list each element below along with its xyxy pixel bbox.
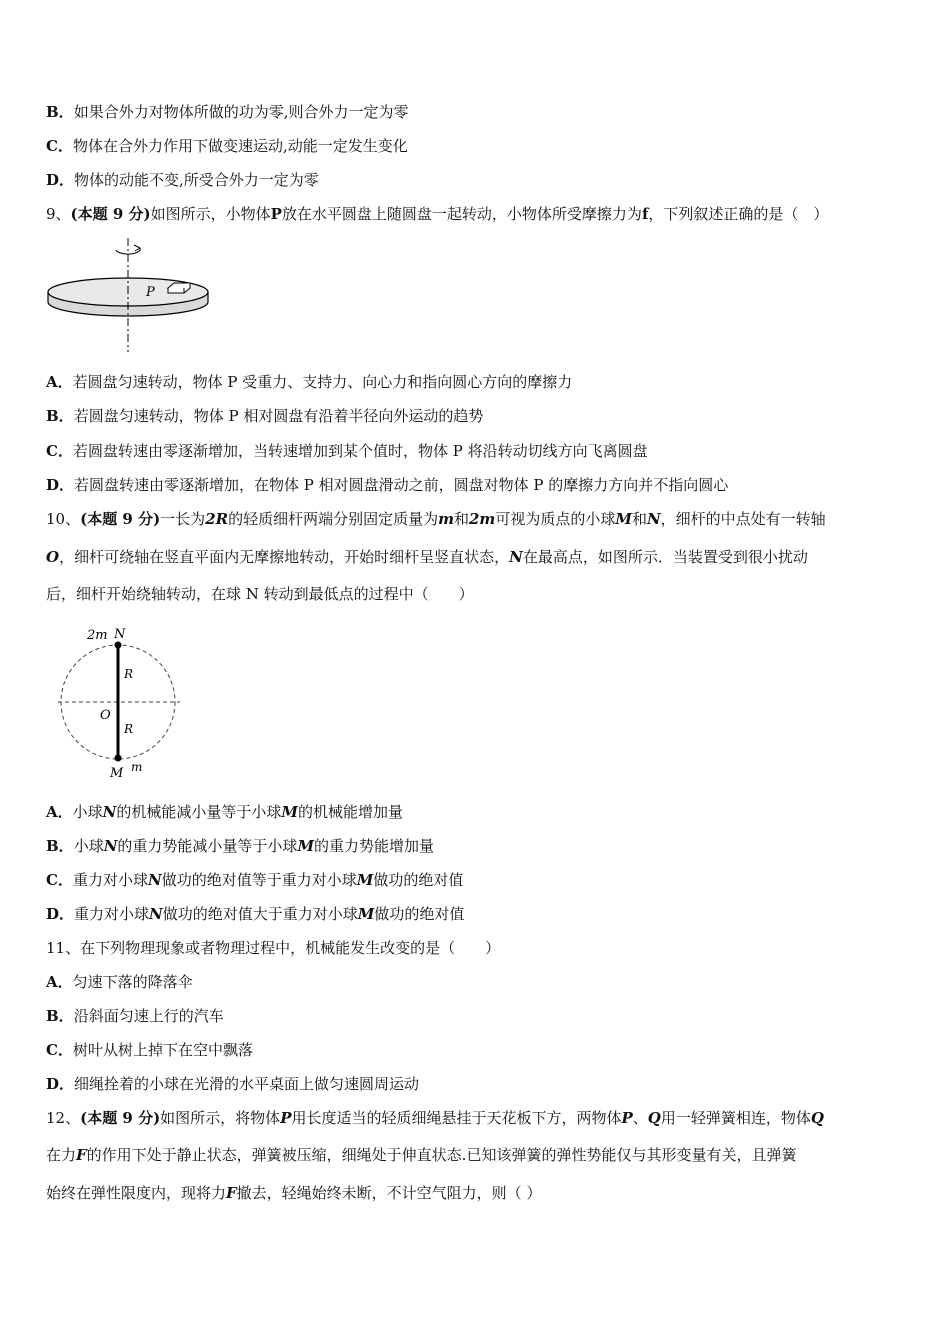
option-letter: C．: [46, 1041, 73, 1059]
q9-stem: [46, 204, 828, 224]
var-N: N: [646, 510, 661, 528]
label-p: P: [146, 285, 155, 300]
option-text: 细绳拴着的小球在光滑的水平桌面上做匀速圆周运动: [74, 1075, 420, 1093]
q9-option-a: [46, 372, 572, 392]
option-text: 的机械能增加量: [298, 803, 404, 821]
q8-option-b: [46, 102, 408, 122]
q8-option-d: [46, 170, 319, 190]
option-text: 如果合外力对物体所做的功为零,则合外力一定为零: [73, 103, 409, 121]
label-n: N: [114, 627, 126, 642]
stem-text: 如图所示，将物体: [160, 1109, 281, 1127]
stem-text: 11、在下列物理现象或者物理过程中，机械能发生改变的是（ ）: [46, 939, 501, 957]
q11-option-b: [46, 1006, 224, 1026]
rod-circle-figure: [56, 622, 190, 782]
question-number: 9、: [46, 205, 71, 223]
q11-stem: [46, 938, 500, 958]
option-text: 重力对小球: [74, 905, 150, 923]
option-text: 的重力势能增加量: [314, 837, 435, 855]
option-letter: C．: [46, 871, 73, 889]
stem-text: 如图所示，小物体: [150, 205, 271, 223]
q8-option-c: [46, 136, 408, 156]
var-f: f: [641, 205, 649, 223]
var-f: F: [226, 1184, 237, 1202]
stem-text: 、: [632, 1109, 648, 1127]
var-N: N: [509, 548, 523, 566]
stem-text: 撤去，轻绳始终未断，不计空气阻力，则（ ）: [236, 1184, 542, 1202]
var-q: Q: [647, 1109, 661, 1127]
q11-option-a: [46, 972, 193, 992]
stem-text: 用长度适当的轻质细绳悬挂于天花板下方，两物体: [291, 1109, 622, 1127]
q9-option-c: [46, 441, 648, 461]
stem-text: ，下列叙述正确的是（ ）: [648, 205, 829, 223]
option-letter: A．: [46, 973, 73, 991]
var-p: P: [270, 205, 282, 223]
option-text: 做功的绝对值大于重力对小球: [162, 905, 358, 923]
option-letter: D．: [46, 171, 75, 189]
option-letter: D．: [46, 476, 75, 494]
option-text: 若圆盘匀速转动，物体 P 相对圆盘有沿着半径向外运动的趋势: [73, 407, 484, 425]
stem-text: 和: [453, 510, 469, 528]
stem-text: 的作用下处于静止状态，弹簧被压缩，细绳处于伸直状态.已知该弹簧的弹性势能仅与其形变量有关，且弹簧: [86, 1146, 797, 1164]
option-text: 若圆盘转速由零逐渐增加，当转速增加到某个值时，物体 P 将沿转动切线方向飞离圆盘: [72, 442, 648, 460]
var: M: [297, 837, 315, 855]
option-text: 小球: [72, 803, 103, 821]
q10-stem-line1: [46, 509, 826, 529]
stem-text: 放在水平圆盘上随圆盘一起转动，小物体所受摩擦力为: [281, 205, 642, 223]
stem-text: 在力: [46, 1146, 77, 1164]
option-text: 物体的动能不变,所受合外力一定为零: [74, 171, 319, 189]
q9-option-b: [46, 406, 483, 426]
rotating-disc-figure: [44, 236, 214, 354]
var: N: [149, 905, 163, 923]
stem-text: ，细杆可绕轴在竖直平面内无摩擦地转动，开始时细杆呈竖直状态，: [59, 548, 510, 566]
label-r-lower: R: [124, 722, 134, 736]
label-m-ball: M: [110, 766, 124, 781]
var: M: [281, 803, 298, 821]
label-r-upper: R: [124, 667, 134, 681]
label-m-mass: m: [131, 760, 143, 774]
stem-text: 的轻质细杆两端分别固定质量为: [228, 510, 439, 528]
option-text: 重力对小球: [72, 871, 148, 889]
var-2m: 2m: [469, 510, 496, 528]
stem-text: 可视为质点的小球: [495, 510, 616, 528]
stem-text: ，细杆的中点处有一转轴: [660, 510, 826, 528]
stem-text: 在最高点，如图所示．当装置受到很小扰动: [522, 548, 808, 566]
stem-text: 和: [631, 510, 647, 528]
question-meta: (本题 9 分): [70, 205, 151, 223]
q12-stem-line2: [46, 1145, 796, 1165]
var-p: P: [621, 1109, 633, 1127]
option-letter: C．: [46, 442, 73, 460]
option-text: 的机械能减小量等于小球: [116, 803, 282, 821]
option-text: 物体在合外力作用下做变速运动,动能一定发生变化: [72, 137, 408, 155]
option-letter: A．: [46, 803, 73, 821]
q10-option-c: [46, 870, 463, 890]
q9-option-d: [46, 475, 728, 495]
option-letter: B．: [46, 103, 74, 121]
question-meta: (本题 9 分): [80, 1109, 161, 1127]
var-m: m: [438, 510, 454, 528]
option-text: 若圆盘转速由零逐渐增加，在物体 P 相对圆盘滑动之前，圆盘对物体 P 的摩擦力方向并不指向圆心: [74, 476, 729, 494]
option-text: 沿斜面匀速上行的汽车: [73, 1007, 224, 1025]
option-text: 做功的绝对值: [374, 905, 465, 923]
q12-stem-line3: [46, 1183, 541, 1203]
q10-option-a: [46, 802, 403, 822]
var: N: [147, 871, 162, 889]
var-2r: 2R: [205, 510, 229, 528]
ball-m: [115, 755, 122, 762]
q12-stem-line1: [46, 1108, 824, 1128]
q11-option-c: [46, 1040, 253, 1060]
option-text: 做功的绝对值: [373, 871, 464, 889]
question-number: 12、: [46, 1109, 81, 1127]
option-letter: B．: [46, 407, 74, 425]
q10-option-b: [46, 836, 434, 856]
option-text: 匀速下落的降落伞: [72, 973, 193, 991]
var-f: F: [76, 1146, 87, 1164]
option-letter: C．: [46, 137, 73, 155]
stem-text: 始终在弹性限度内，现将力: [46, 1184, 227, 1202]
var: N: [102, 803, 117, 821]
q10-stem-line2: [46, 547, 808, 567]
label-o: O: [100, 708, 111, 723]
option-text: 做功的绝对值等于重力对小球: [161, 871, 357, 889]
var: M: [357, 905, 375, 923]
q11-option-d: [46, 1074, 419, 1094]
question-number: 10、: [46, 510, 81, 528]
question-meta: (本题 9 分): [80, 510, 161, 528]
ball-n: [115, 642, 122, 649]
var-O: O: [46, 548, 60, 566]
option-letter: B．: [46, 837, 74, 855]
var-q: Q: [810, 1109, 824, 1127]
option-letter: B．: [46, 1007, 74, 1025]
option-text: 树叶从树上掉下在空中飘落: [72, 1041, 253, 1059]
option-text: 若圆盘匀速转动，物体 P 受重力、支持力、向心力和指向圆心方向的摩擦力: [72, 373, 573, 391]
var-M: M: [615, 510, 632, 528]
q10-option-d: [46, 904, 464, 924]
stem-text: 一长为: [160, 510, 206, 528]
option-letter: D．: [46, 1075, 75, 1093]
var: M: [356, 871, 374, 889]
option-text: 的重力势能减小量等于小球: [117, 837, 298, 855]
option-text: 小球: [73, 837, 104, 855]
label-2m: 2m: [87, 628, 108, 643]
var-p: P: [280, 1109, 292, 1127]
stem-text: 后，细杆开始绕轴转动，在球 N 转动到最低点的过程中（ ）: [46, 585, 474, 603]
rotation-arrow-icon: [116, 248, 140, 254]
var: N: [103, 837, 118, 855]
stem-text: 用一轻弹簧相连，物体: [660, 1109, 811, 1127]
q10-stem-line3: [46, 584, 474, 604]
option-letter: D．: [46, 905, 75, 923]
option-letter: A．: [46, 373, 73, 391]
